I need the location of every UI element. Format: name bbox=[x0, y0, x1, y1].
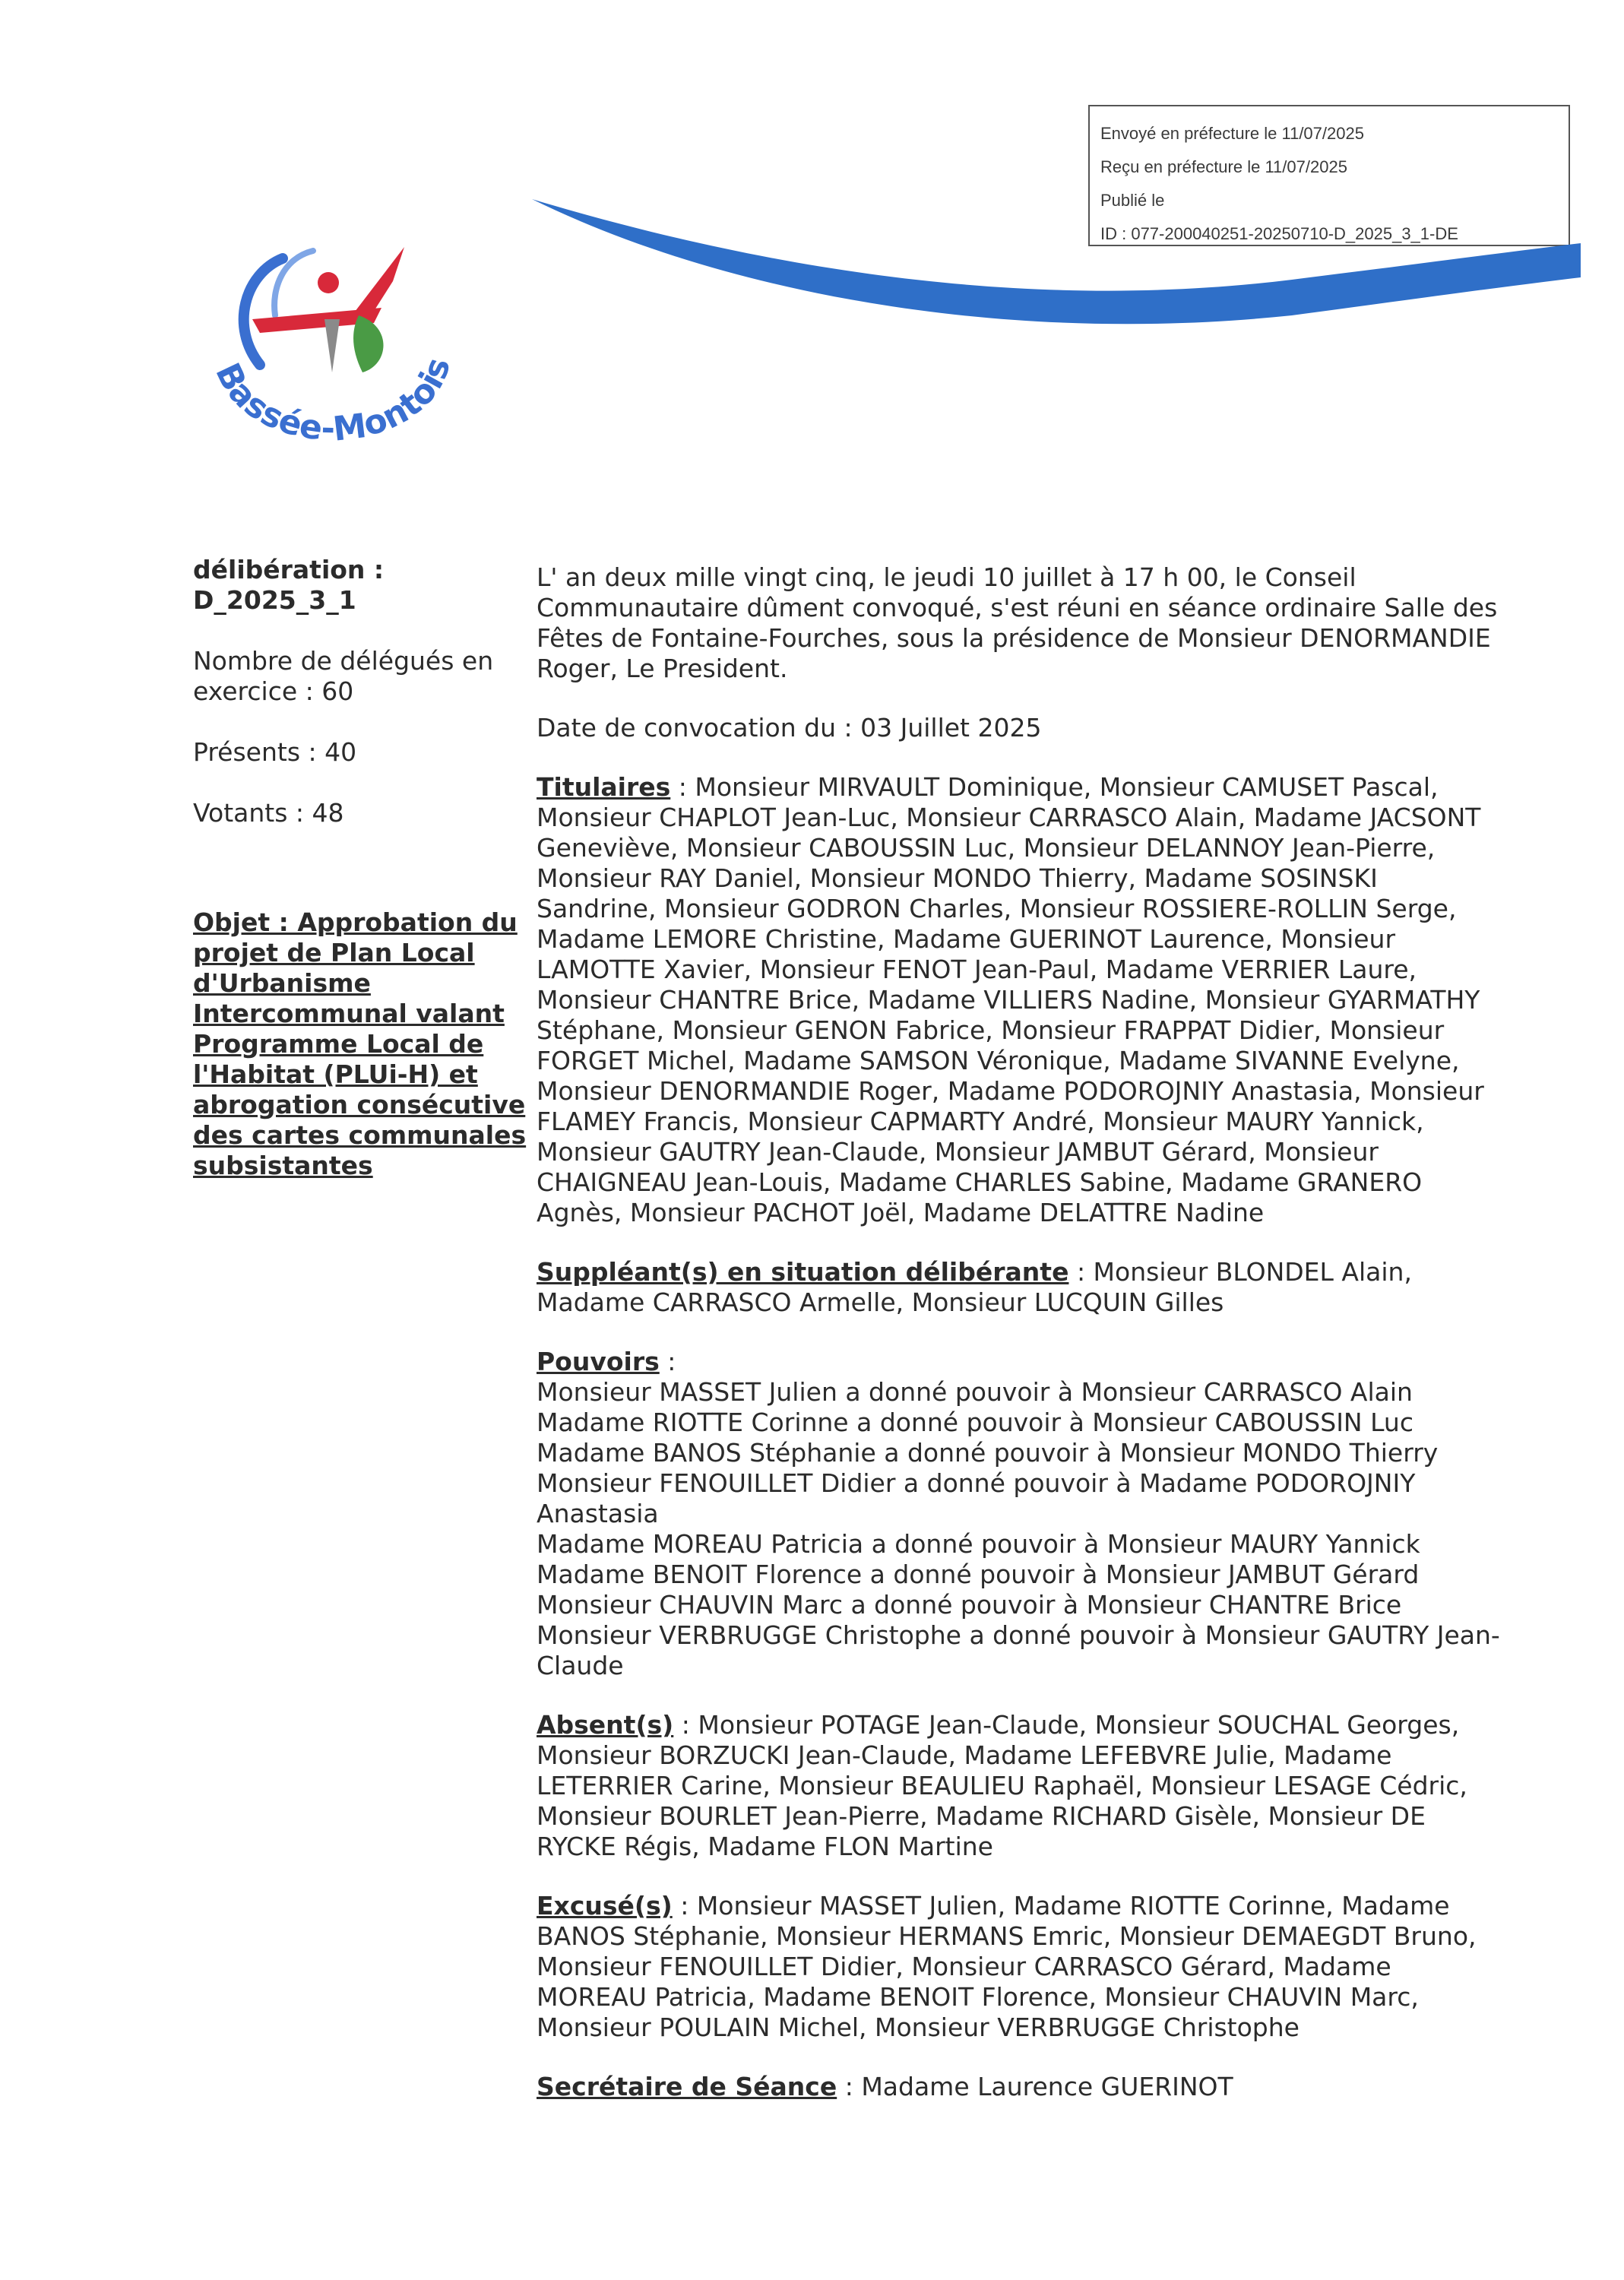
objet-text: Objet : Approbation du projet de Plan Local d'Urbanisme Intercommunal valant Programme Local de l'Habitat (PLUi-H) et abrogation consécutive des cartes communales subsistantes bbox=[193, 907, 527, 1180]
titulaires-heading: Titulaires bbox=[537, 772, 671, 802]
stamp-envoye: Envoyé en préfecture le 11/07/2025 bbox=[1100, 124, 1364, 143]
deliberation-label: délibération : bbox=[193, 555, 385, 584]
pouvoir-item: Monsieur VERBRUGGE Christophe a donné pouvoir à Monsieur GAUTRY Jean-Claude bbox=[537, 1620, 1500, 1680]
stamp-publie: Publié le bbox=[1100, 191, 1165, 210]
excuses-heading: Excusé(s) bbox=[537, 1891, 673, 1921]
logo-leaf-green bbox=[353, 315, 383, 372]
titulaires-list: : Monsieur MIRVAULT Dominique, Monsieur CAMUSET Pascal, Monsieur CHAPLOT Jean-Luc, Monsieur CARRASCO Alain, Madame JACSONT Geneviève, Monsieur CABOUSSIN Luc, Monsieur DELANNOY Jean-Pierre, Monsieur RAY Daniel, Monsieur MONDO Thierry, Madame SOSINSKI Sandrine, Monsieur GODRON Charles, Monsieur ROSSIERE-ROLLIN Serge, Madame LEMORE Christine, Madame GUERINOT Laurence, Monsieur LAMOTTE Xavier, Monsieur FENOT Jean-Paul, Madame VERRIER Laure, Monsieur CHANTRE Brice, Madame VILLIERS Nadine, Monsieur GYARMATHY Stéphane, Monsieur GENON Fabrice, Monsieur FRAPPAT Didier, Monsieur FORGET Michel, Madame SAMSON Véronique, Madame SIVANNE Evelyne, Monsieur DENORMANDIE Roger, Madame PODOROJNIY Anastasia, Monsieur FLAMEY Francis, Monsieur CAPMARTY André, Monsieur MAURY Yannick, Monsieur GAUTRY Jean-Claude, Monsieur JAMBUT Gérard, Monsieur CHAIGNEAU Jean-Louis, Madame CHARLES Sabine, Madame GRANERO Agnès, Monsieur PACHOT Joël, Madame DELATTRE Nadine bbox=[537, 772, 1484, 1227]
absents-list: : Monsieur POTAGE Jean-Claude, Monsieur SOUCHAL Georges, Monsieur BORZUCKI Jean-Claude, Madame LEFEBVRE Julie, Madame LETERRIER Carine, Monsieur BEAULIEU Raphaël, Monsieur LESAGE Cédric, Monsieur BOURLET Jean-Pierre, Madame RICHARD Gisèle, Monsieur DE RYCKE Régis, Madame FLON Martine bbox=[537, 1710, 1467, 1861]
votants-count: Votants : 48 bbox=[193, 798, 344, 828]
suppleants-list: : Monsieur BLONDEL Alain, Madame CARRASCO Armelle, Monsieur LUCQUIN Gilles bbox=[537, 1257, 1412, 1317]
header-swoosh bbox=[532, 190, 1581, 342]
pouvoirs-heading: Pouvoirs bbox=[537, 1347, 660, 1376]
suppleants-section bbox=[537, 1257, 1502, 1318]
pouvoirs-section bbox=[537, 1347, 1502, 1681]
convocation-date: Date de convocation du : 03 Juillet 2025 bbox=[537, 713, 1042, 743]
main-content bbox=[537, 562, 1502, 2131]
deliberation-id: D_2025_3_1 bbox=[193, 585, 356, 615]
swoosh-shape bbox=[532, 199, 1581, 324]
pouvoir-item: Madame MOREAU Patricia a donné pouvoir à Monsieur MAURY Yannick bbox=[537, 1529, 1420, 1559]
pouvoir-item: Monsieur CHAUVIN Marc a donné pouvoir à Monsieur CHANTRE Brice bbox=[537, 1590, 1402, 1620]
pouvoir-item: Madame RIOTTE Corinne a donné pouvoir à Monsieur CABOUSSIN Luc bbox=[537, 1408, 1413, 1437]
pouvoir-item: Monsieur FENOUILLET Didier a donné pouvoir à Madame PODOROJNIY Anastasia bbox=[537, 1468, 1416, 1528]
sidebar bbox=[193, 555, 527, 1181]
absents-section bbox=[537, 1710, 1502, 1862]
basse-montois-logo bbox=[199, 243, 473, 471]
logo-text: Bassée-Montois bbox=[207, 353, 458, 449]
stamp-recu: Reçu en préfecture le 11/07/2025 bbox=[1100, 157, 1347, 176]
intro-paragraph: L' an deux mille vingt cinq, le jeudi 10 juillet à 17 h 00, le Conseil Communautaire dûment convoqué, s'est réuni en séance ordinaire Salle des Fêtes de Fontaine-Fourches, sous la présidence de Monsieur DENORMANDIE Roger, Le President. bbox=[537, 562, 1498, 683]
presents-count: Présents : 40 bbox=[193, 737, 357, 767]
secretaire-name: : Madame Laurence GUERINOT bbox=[837, 2072, 1233, 2101]
stamp-id: ID : 077-200040251-20250710-D_2025_3_1-DE bbox=[1100, 224, 1458, 243]
logo-leg bbox=[324, 319, 340, 372]
titulaires-section bbox=[537, 772, 1502, 1228]
pouvoir-item: Madame BENOIT Florence a donné pouvoir à Monsieur JAMBUT Gérard bbox=[537, 1560, 1420, 1589]
pouvoir-item: Madame BANOS Stéphanie a donné pouvoir à Monsieur MONDO Thierry bbox=[537, 1438, 1439, 1468]
logo-head bbox=[318, 272, 339, 293]
pouvoirs-colon: : bbox=[659, 1347, 676, 1376]
suppleants-heading: Suppléant(s) en situation délibérante bbox=[537, 1257, 1069, 1287]
excuses-section bbox=[537, 1891, 1502, 2043]
secretaire-heading: Secrétaire de Séance bbox=[537, 2072, 837, 2101]
excuses-list: : Monsieur MASSET Julien, Madame RIOTTE Corinne, Madame BANOS Stéphanie, Monsieur HERMANS Emric, Monsieur DEMAEGDT Bruno, Monsieur FENOUILLET Didier, Monsieur CARRASCO Gérard, Madame MOREAU Patricia, Madame BENOIT Florence, Monsieur CHAUVIN Marc, Monsieur POULAIN Michel, Monsieur VERBRUGGE Christophe bbox=[537, 1891, 1477, 2042]
delegues-count: Nombre de délégués en exercice : 60 bbox=[193, 646, 494, 706]
secretaire-section bbox=[537, 2072, 1502, 2102]
absents-heading: Absent(s) bbox=[537, 1710, 674, 1740]
pouvoir-item: Monsieur MASSET Julien a donné pouvoir à Monsieur CARRASCO Alain bbox=[537, 1377, 1413, 1407]
